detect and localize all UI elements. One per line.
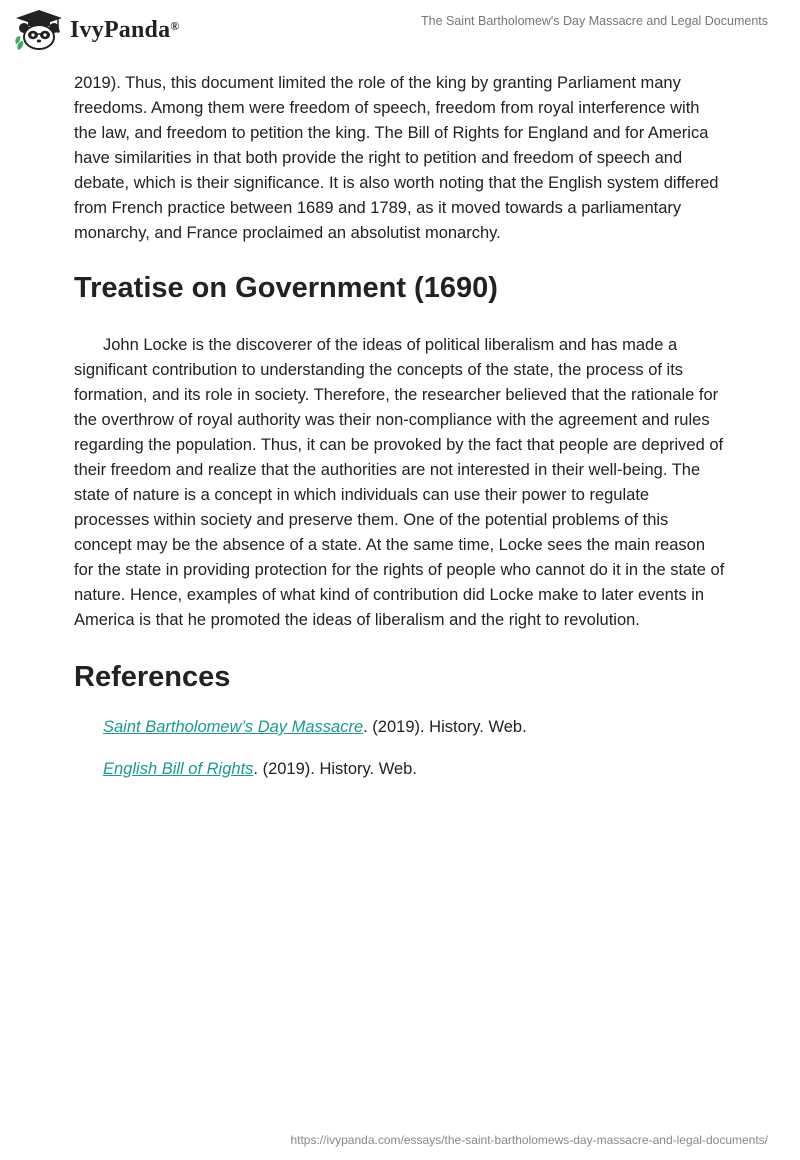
- reference-link[interactable]: English Bill of Rights: [103, 760, 254, 778]
- reference-link[interactable]: Saint Bartholomew’s Day Massacre: [103, 718, 364, 736]
- panda-graduate-icon: [14, 8, 64, 52]
- brand-name: IvyPanda®: [70, 16, 180, 43]
- section-paragraph: John Locke is the discoverer of the ideas of political liberalism and has made a significant contribution to understanding the concepts of the state, the process of its formation, and its role in society. Therefore, the researcher believed that the rationale for the overthrow of royal authority was their non-compliance with the agreement and rules regarding the population. Thus, it can be provoked by the fact that people are deprived of their freedom and realize that the authorities are not interested in their well-being. The state of nature is a concept in which individuals can use their power to regulate processes within society and preserve them. One of the potential problems of this concept may be the absence of a state. At the same time, Locke sees the main reason for the state in providing protection for the rights of people who cannot do it in the state of nature. Hence, examples of what kind of contribution did Locke make to later events in America is that he promoted the ideas of liberalism and the right to revolution.: [74, 336, 725, 629]
- reference-citation: . (2019). History. Web.: [363, 718, 527, 736]
- document-title: The Saint Bartholomew's Day Massacre and Legal Documents: [421, 14, 768, 28]
- references-heading: References: [74, 661, 231, 693]
- intro-paragraph: 2019). Thus, this document limited the role of the king by granting Parliament many freedoms. Among them were freedom of speech, freedom from royal interference with the law, and freedom to petition the king. The Bill of Rights for England and for America have similarities in that both provide the right to petition and freedom of speech and debate, which is their significance. It is also worth noting that the English system differed from French practice between 1689 and 1789, as it moved towards a parliamentary monarchy, and France proclaimed an absolutist monarchy.: [74, 74, 719, 242]
- reference-item: [103, 715, 726, 740]
- footer-url[interactable]: https://ivypanda.com/essays/the-saint-bartholomews-day-massacre-and-legal-documents/: [290, 1133, 768, 1147]
- section-heading: Treatise on Government (1690): [74, 272, 498, 304]
- reference-item: [103, 757, 726, 782]
- essay-content: [74, 71, 726, 799]
- page-header: [0, 0, 800, 64]
- ivypanda-logo[interactable]: [14, 8, 179, 52]
- reference-citation: . (2019). History. Web.: [253, 760, 417, 778]
